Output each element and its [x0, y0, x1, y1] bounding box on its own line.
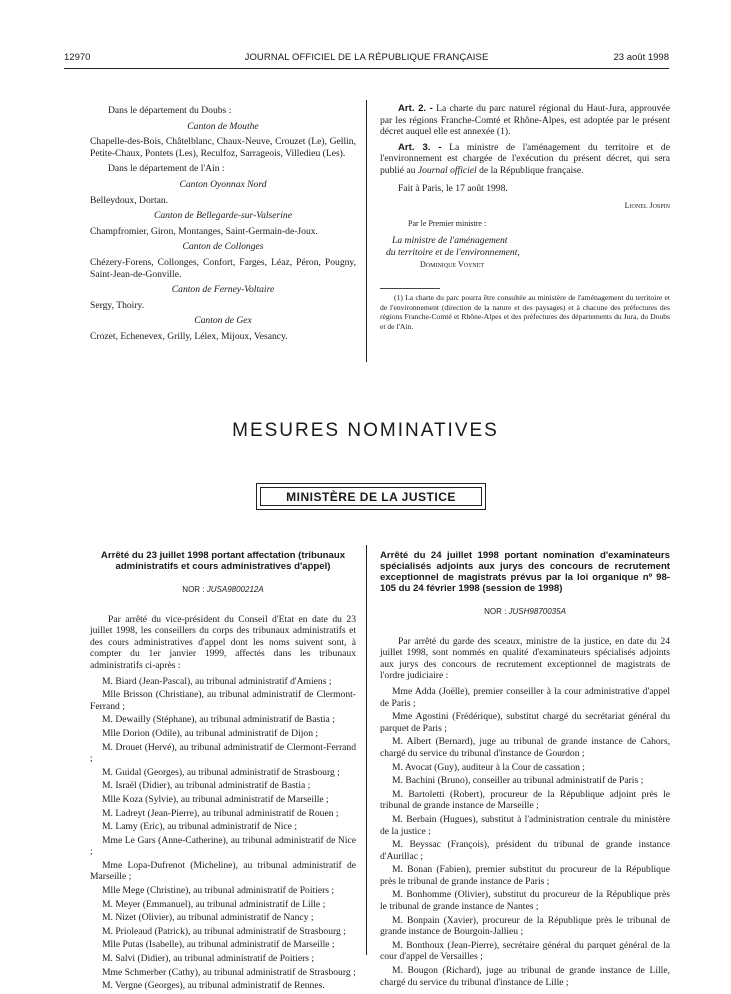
appointment-item: M. Berbain (Hugues), substitut à l'administration centrale du ministère de la justice ; [380, 813, 670, 837]
appointment-item: M. Ladreyt (Jean-Pierre), au tribunal administratif de Rouen ; [102, 807, 339, 819]
appointment-item: Mlle Brisson (Christiane), au tribunal administratif de Clermont-Ferrand ; [90, 689, 356, 712]
left-bottom-column [90, 550, 356, 994]
ministry-title: MINISTÈRE DE LA JUSTICE [260, 487, 482, 506]
appointment-item: M. Biard (Jean-Pascal), au tribunal administratif d'Amiens ; [102, 675, 332, 687]
nor-code-left: JUSA9800212A [206, 585, 264, 594]
appointment-item: Mlle Putas (Isabelle), au tribunal administratif de Marseille ; [102, 939, 335, 951]
commune-list: Sergy, Thoiry. [90, 299, 145, 311]
intro-right: Par arrêté du garde des sceaux, ministre de la justice, en date du 24 juillet 1998, sont nommés en qualité d'examinateurs spécialisés adjoints aux jurys des concours de recrutement exceptionnel de magistrats de l'ordre judiciaire : [380, 635, 670, 682]
appointment-item: M. Israël (Didier), au tribunal administratif de Bastia ; [102, 780, 311, 792]
canton-heading: Canton Oyonnax Nord [179, 178, 267, 190]
canton-heading: Canton de Ferney-Voltaire [171, 284, 275, 296]
decree-title-left: Arrêté du 23 juillet 1998 portant affectation (tribunaux administratifs et cours administratives d'appel) [100, 550, 346, 572]
appointment-item: M. Bonhomme (Olivier), substitut du procureur de la République près le tribunal de grande instance de Nantes ; [380, 889, 670, 913]
department-intro: Dans le département du Doubs : [108, 105, 232, 116]
article-3-journal: Journal officiel [417, 164, 477, 176]
appointment-item: Mlle Mege (Christine), au tribunal administratif de Poitiers ; [102, 885, 335, 897]
canton-heading: Canton de Gex [194, 315, 252, 327]
minister-title-1: La ministre de l'aménagement [392, 235, 508, 247]
appointment-item: Mme Schmerber (Cathy), au tribunal administratif de Strasbourg ; [102, 966, 356, 978]
appointment-item: M. Vergne (Georges), au tribunal administratif de Rennes. [102, 980, 325, 992]
appointment-list-right [380, 686, 670, 988]
nor-right [380, 606, 670, 618]
fait-a-paris: Fait à Paris, le 17 août 1998. [398, 182, 508, 194]
article-2-text: La charte du parc naturel régional du Haut-Jura, approuvée par les régions Franche-Comté et Rhône-Alpes, est adoptée par le présent décret auquel elle est annexée (1). [380, 103, 670, 138]
appointment-item: Mme Agostini (Frédérique), substitut chargé du secrétariat général du parquet de Paris ; [380, 711, 670, 734]
department-intro: Dans le département de l'Ain : [108, 163, 225, 175]
left-top-column [90, 105, 356, 347]
header-rule [64, 68, 669, 69]
decree-title-right: Arrêté du 24 juillet 1998 portant nomination d'examinateurs spécialisés adjoints aux jurys des concours de recrutement exceptionnel de magistrats prévus par la loi organique nº 98-105 du 24 février 1998 (session de 1998) [380, 550, 670, 594]
commune-list: Crozet, Echenevex, Grilly, Lélex, Mijoux, Vesancy. [90, 330, 288, 342]
commune-list: Chézery-Forens, Collonges, Confort, Farges, Léaz, Péron, Pougny, Saint-Jean-de-Gonville. [90, 256, 356, 280]
appointment-item: M. Bonthoux (Jean-Pierre), secrétaire général du parquet général de la cour d'appel de Versailles ; [380, 939, 670, 963]
appointment-item: M. Meyer (Emmanuel), au tribunal administratif de Lille ; [102, 898, 326, 910]
appointment-item: M. Beyssac (François), président du tribunal de grande instance d'Aurillac ; [380, 839, 670, 862]
article-3-text-a: La ministre de l'aménagement du territoire et de l'environnement est chargée de l'exécution du présent décret, qui sera publié au [380, 141, 670, 176]
section-title: MESURES NOMINATIVES [232, 420, 499, 441]
right-bottom-column [380, 550, 670, 990]
par-le-premier-ministre: Par le Premier ministre : [408, 218, 487, 228]
nor-label-right: NOR : [484, 607, 509, 616]
article-3-label: Art. 3. - [398, 141, 442, 153]
nor-left [90, 584, 356, 596]
appointment-item: M. Bachini (Bruno), conseiller au tribunal administratif de Paris ; [392, 775, 644, 787]
minister-name: Dominique Voynet [420, 259, 485, 269]
nor-label-left: NOR : [182, 585, 207, 594]
article-2-label: Art. 2. - [398, 103, 433, 114]
appointment-list-left [90, 676, 356, 992]
commune-list: Chapelle-des-Bois, Châtelblanc, Chaux-Neuve, Crouzet (Le), Gellin, Petite-Chaux, Pontets (Les), Reculfoz, Sarrageois, Villedieu (Les). [90, 136, 356, 159]
article-3 [380, 142, 670, 177]
appointment-item: M. Dewailly (Stéphane), au tribunal administratif de Bastia ; [102, 714, 335, 726]
nor-code-right: JUSH9870035A [508, 607, 566, 616]
appointment-item: M. Albert (Bernard), juge au tribunal de grande instance de Cahors, chargé du service du tribunal d'instance de Gourdon ; [380, 736, 670, 759]
commune-list: Champfromier, Giron, Montanges, Saint-Germain-de-Joux. [90, 225, 318, 237]
ministry-box [256, 483, 486, 510]
canton-heading: Canton de Mouthe [187, 120, 259, 132]
footnote: (1) La charte du parc pourra être consultée au ministère de l'aménagement du territoire et de l'environnement (direction de la nature et des paysages) et à chacune des préfectures des régions Franche-Comté et Rhône-Alpes et des préfectures des départements du Jura, du Doubs et de l'Ain. [380, 293, 670, 331]
appointment-item: M. Bougon (Richard), juge au tribunal de grande instance de Lille, chargé du service du tribunal d'instance de Lille ; [380, 965, 670, 988]
right-top-column [380, 103, 670, 332]
appointment-item: M. Bonpain (Xavier), procureur de la République près le tribunal de grande instance de Bourgoin-Jallieu ; [380, 914, 670, 938]
appointment-item: M. Salvi (Didier), au tribunal administratif de Poitiers ; [102, 953, 315, 965]
page-header [64, 52, 669, 66]
appointment-item: M. Drouet (Hervé), au tribunal administratif de Clermont-Ferrand ; [90, 741, 356, 765]
appointment-item: Mme Adda (Joëlle), premier conseiller à la cour administrative d'appel de Paris ; [380, 685, 670, 709]
signatory-prime-minister: Lionel Jospin [624, 201, 670, 211]
issue-date: 23 août 1998 [613, 52, 669, 63]
appointment-item: Mme Lopa-Dufrenot (Micheline), au tribunal administratif de Marseille ; [90, 859, 356, 883]
article-3-text-b: de la République française. [476, 164, 584, 176]
appointment-item: M. Nizet (Olivier), au tribunal administratif de Nancy ; [102, 912, 314, 924]
commune-list: Belleydoux, Dortan. [90, 194, 169, 206]
appointment-item: Mlle Dorion (Odile), au tribunal administratif de Dijon ; [102, 727, 319, 739]
appointment-item: M. Bartoletti (Robert), procureur de la République adjoint près le tribunal de grande instance de Marseille ; [380, 788, 670, 812]
appointment-item: M. Guidal (Georges), au tribunal administratif de Strasbourg ; [102, 766, 340, 778]
footnote-rule [380, 288, 440, 289]
intro-left: Par arrêté du vice-président du Conseil d'Etat en date du 23 juillet 1998, les conseillers du corps des tribunaux administratifs et des cours administratives d'appel dont les noms suivent sont, à compter du 1er janvier 1999, affectés dans les tribunaux administratifs ci-après : [90, 613, 356, 671]
journal-title: JOURNAL OFFICIEL DE LA RÉPUBLIQUE FRANÇAISE [244, 52, 489, 63]
appointment-item: M. Lamy (Eric), au tribunal administratif de Nice ; [102, 821, 298, 833]
canton-heading: Canton de Bellegarde-sur-Valserine [153, 210, 292, 222]
appointment-item: M. Prioleaud (Patrick), au tribunal administratif de Strasbourg ; [102, 925, 346, 937]
article-2 [380, 103, 670, 138]
canton-heading: Canton de Collonges [182, 241, 264, 253]
appointment-item: Mme Le Gars (Anne-Catherine), au tribunal administratif de Nice ; [90, 834, 356, 858]
page-number: 12970 [64, 52, 91, 63]
column-divider-top [366, 100, 367, 362]
appointment-item: M. Bonan (Fabien), premier substitut du procureur de la République près le tribunal de grande instance de Paris ; [380, 864, 670, 887]
appointment-item: Mlle Koza (Sylvie), au tribunal administratif de Marseille ; [102, 793, 329, 805]
minister-title-2: du territoire et de l'environnement, [386, 246, 520, 258]
column-divider-bottom [366, 545, 367, 955]
appointment-item: M. Avocat (Guy), auditeur à la Cour de cassation ; [392, 761, 585, 773]
